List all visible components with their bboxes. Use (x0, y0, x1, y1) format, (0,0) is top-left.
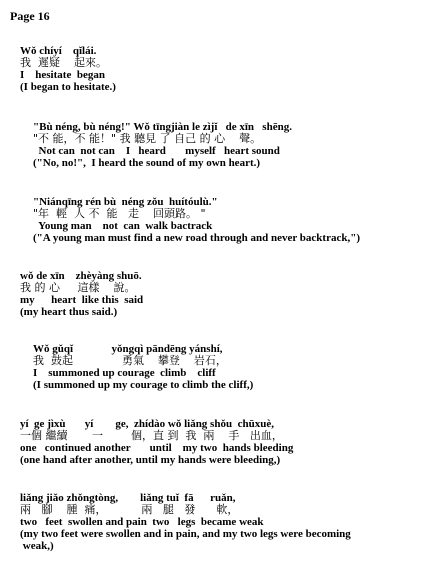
chinese-line: 我 鼓起 勇氣 攀登 岩石， (33, 354, 227, 367)
chinese-line: "年 輕 人 不 能 走 回頭路。 " (33, 207, 206, 220)
translation-line: (my heart thus said.) (20, 306, 118, 318)
pinyin-line: liǎng jiǎo zhǒngtòng, liǎng tuǐ fā ruǎn, (20, 492, 236, 504)
verse-block-2 (33, 121, 292, 169)
verse-block-1 (20, 45, 116, 93)
page-number: Page 16 (10, 9, 50, 23)
literal-line: one continued another until my two hands bleeding (20, 442, 294, 454)
verse-block-6 (20, 418, 293, 466)
literal-line: my heart like this said (20, 294, 144, 306)
literal-line: Not can not can I heard myself heart sound (33, 145, 280, 157)
chinese-line: 我 的 心 這樣 說。 (20, 281, 136, 294)
pinyin-line: Wǒ gǔqǐ yǒngqì pāndēng yánshí, (33, 343, 223, 355)
verse-block-5 (33, 343, 253, 391)
chinese-line: 兩 腳 腫 痛， 兩 腿 發 軟， (20, 503, 239, 516)
literal-line: Young man not can walk bactrack (33, 220, 213, 232)
translation-line: ("No, no!", I heard the sound of my own heart.) (33, 157, 261, 169)
literal-line: I hesitate began (20, 69, 105, 81)
chinese-line: 一個 繼續 一 個，直 到 我 兩 手 出血， (20, 429, 283, 442)
translation-line: (one hand after another, until my hands were bleeding,) (20, 454, 281, 466)
translation-line: ("A young man must find a new road through and never backtrack,") (33, 232, 360, 244)
translation-line: (my two feet were swollen and in pain, and my two legs were becoming weak,) (20, 528, 351, 552)
pinyin-line: "Bù néng, bù néng!" Wǒ tīngjiàn le zìjǐ de xīn shēng. (33, 121, 292, 133)
verse-block-4 (20, 270, 143, 318)
pinyin-line: Wǒ chíyí qǐlái. (20, 45, 97, 57)
chinese-line: 我 遲疑 起來。 (20, 56, 107, 69)
verse-block-3 (33, 196, 360, 244)
translation-line: (I began to hesitate.) (20, 81, 116, 93)
pinyin-line: yí ge jìxù yí ge, zhídào wǒ liǎng shǒu chūxuè, (20, 418, 274, 430)
pinyin-line: wǒ de xīn zhèyàng shuō. (20, 270, 142, 282)
translation-line: (I summoned up my courage to climb the cliff,) (33, 379, 254, 391)
literal-line: I summoned up courage climb cliff (33, 367, 216, 379)
literal-line: two feet swollen and pain two legs became weak (20, 516, 264, 528)
verse-block-7 (20, 492, 420, 552)
pinyin-line: "Niánqīng rén bù néng zǒu huítóulù." (33, 196, 218, 208)
chinese-line: "不 能，不 能！" 我 聽見 了 自己 的 心 聲。 (33, 132, 262, 145)
